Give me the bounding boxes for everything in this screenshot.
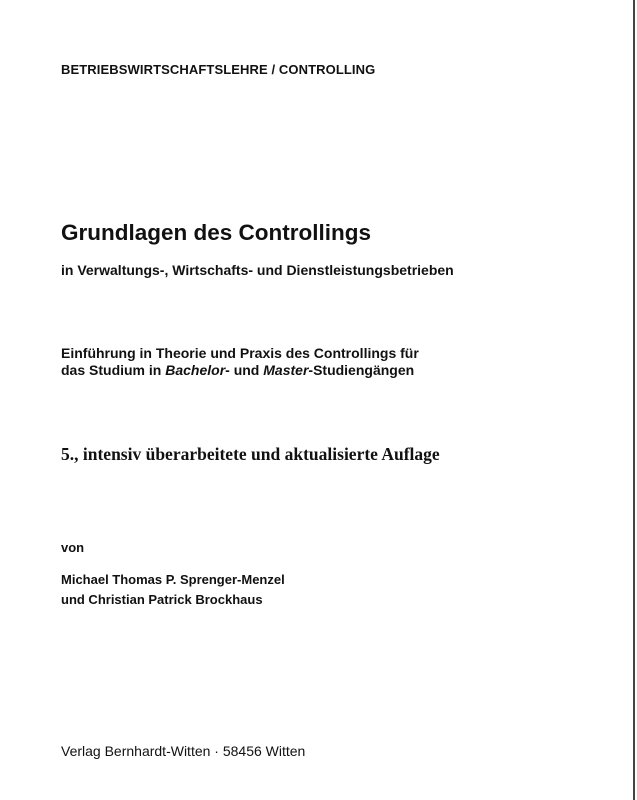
intro-text-part: - und — [225, 362, 264, 378]
book-subtitle: in Verwaltungs-, Wirtschafts- und Dienstleistungsbetrieben — [61, 262, 454, 278]
publisher: Verlag Bernhardt-Witten · 58456 Witten — [61, 743, 306, 759]
authors — [61, 570, 285, 610]
intro-text-part: das Studium in — [61, 362, 166, 378]
series-title: BETRIEBSWIRTSCHAFTSLEHRE / CONTROLLING — [61, 62, 376, 77]
author-1: Michael Thomas P. Sprenger-Menzel — [61, 572, 285, 587]
book-title: Grundlagen des Controllings — [61, 220, 372, 245]
by-label: von — [61, 540, 85, 555]
intro-master: Master — [263, 362, 309, 378]
intro-bachelor: Bachelor — [165, 362, 226, 378]
page-edge — [633, 0, 635, 800]
intro-line-2 — [61, 362, 419, 379]
edition: 5., intensiv überarbeitete und aktualisierte Auflage — [61, 444, 440, 464]
intro-line-1: Einführung in Theorie und Praxis des Controllings für — [61, 345, 419, 361]
intro-text — [61, 345, 419, 379]
intro-text-part: -Studiengängen — [308, 362, 415, 378]
author-2: und Christian Patrick Brockhaus — [61, 592, 263, 607]
